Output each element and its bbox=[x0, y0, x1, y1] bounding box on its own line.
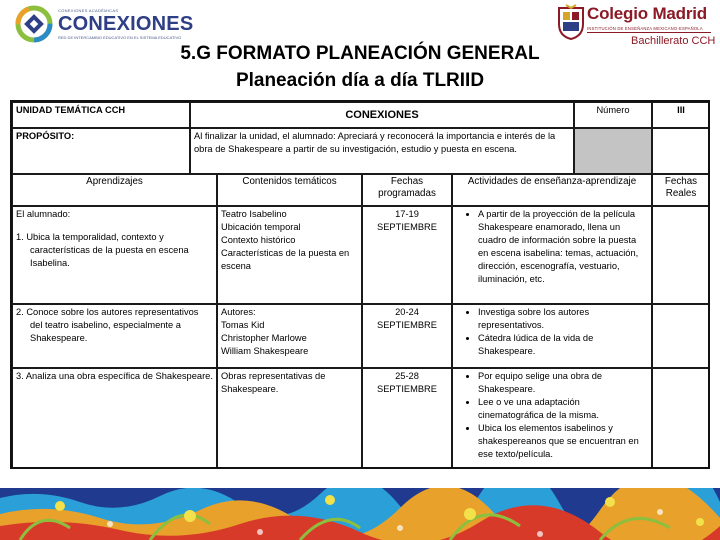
row2-contenido: Christopher Marlowe bbox=[221, 333, 307, 343]
unidad-value: CONEXIONES bbox=[190, 102, 574, 128]
numero-label: Número bbox=[574, 102, 652, 128]
row2-aprendizaje: 2. Conoce sobre los autores representativos del teatro isabelino, especialmente a Shakespeare. bbox=[16, 307, 199, 343]
column-header-actividades: Actividades de enseñanza-aprendizaje bbox=[452, 174, 652, 206]
column-header-fechas-reales: Fechas Reales bbox=[652, 174, 710, 206]
proposito-label: PROPÓSITO: bbox=[12, 128, 190, 174]
crest-icon bbox=[557, 4, 585, 40]
row2-fecha-real bbox=[652, 304, 710, 368]
row1-contenido: Características de la puesta en escena bbox=[221, 248, 350, 271]
row1-contenido: Contexto histórico bbox=[221, 235, 296, 245]
colegio-name: Colegio Madrid bbox=[587, 4, 707, 23]
numero-value: III bbox=[652, 102, 710, 128]
conexiones-small-text: CONEXIONES ACADÉMICAS bbox=[58, 8, 119, 13]
row2-actividad: • Cátedra lúdica de la vida de Shakespeare. bbox=[478, 332, 648, 358]
column-header-aprendizajes: Aprendizajes bbox=[12, 174, 217, 206]
row1-actividad: • A partir de la proyección de la película Shakespeare enamorado, llena un cuadro de información sobre la puesta en escena isabelina: temas, actuación, dirección, escenografía, vestuario, iluminación, etc. bbox=[478, 208, 648, 286]
page-subtitle: Planeación día a día TLRIID bbox=[235, 70, 485, 91]
row1-aprendizaje-cell bbox=[12, 206, 217, 304]
proposito-text: Al finalizar la unidad, el alumnado: Apreciará y reconocerá la importancia e interés de la obra de Shakespeare a partir de su investigación, estudio y puesta en escena. bbox=[190, 128, 574, 174]
conexiones-brand: CONEXIONES bbox=[58, 13, 194, 35]
row3-contenidos-cell bbox=[217, 368, 362, 469]
row1-aprendizaje-intro: El alumnado: bbox=[16, 209, 71, 219]
planning-table bbox=[10, 100, 710, 469]
row2-contenido: William Shakespeare bbox=[221, 346, 309, 356]
decorative-mosaic-band bbox=[0, 488, 720, 540]
proposito-gray-cell bbox=[574, 128, 652, 174]
row1-contenido: Teatro Isabelino bbox=[221, 209, 287, 219]
row3-actividad: • Ubica los elementos isabelinos y shakespereanos que se encuentran en ese texto/película. bbox=[478, 422, 648, 461]
row2-contenido: Tomas Kid bbox=[221, 320, 265, 330]
row1-aprendizaje: 1. Ubica la temporalidad, contexto y características de la puesta en escena Isabelina. bbox=[16, 232, 189, 268]
column-header-contenidos: Contenidos temáticos bbox=[217, 174, 362, 206]
logo-divider bbox=[587, 32, 711, 33]
row2-actividad: • Investiga sobre los autores representativos. bbox=[478, 306, 648, 332]
row3-fecha: 25-28 SEPTIEMBRE bbox=[362, 368, 452, 469]
row2-actividades-cell bbox=[452, 304, 652, 368]
page-title: 5.G FORMATO PLANEACIÓN GENERAL bbox=[180, 43, 540, 64]
row3-actividad: • Por equipo selige una obra de Shakespeare. bbox=[478, 370, 648, 396]
row3-fecha-real bbox=[652, 368, 710, 469]
unidad-label: UNIDAD TEMÁTICA CCH bbox=[12, 102, 190, 128]
row2-fecha: 20-24 SEPTIEMBRE bbox=[362, 304, 452, 368]
row1-fecha-real bbox=[652, 206, 710, 304]
row3-actividades-cell bbox=[452, 368, 652, 469]
colegio-institution: INSTITUCIÓN DE ENSEÑANZA MEXICANO-ESPAÑOLA bbox=[587, 26, 703, 31]
row2-contenido: Autores: bbox=[221, 307, 256, 317]
row3-actividad: • Lee o ve una adaptación cinematográfica de la misma. bbox=[478, 396, 648, 422]
colegio-subtitle: Bachillerato CCH bbox=[631, 35, 716, 47]
row1-fecha: 17-19 SEPTIEMBRE bbox=[362, 206, 452, 304]
conexiones-logo bbox=[14, 4, 204, 44]
row3-aprendizaje-cell bbox=[12, 368, 217, 469]
row3-aprendizaje: 3. Analiza una obra específica de Shakespeare. bbox=[16, 371, 213, 381]
proposito-empty-cell bbox=[652, 128, 710, 174]
row2-contenidos-cell bbox=[217, 304, 362, 368]
row1-contenidos-cell bbox=[217, 206, 362, 304]
column-header-fechas-programadas: Fechas programadas bbox=[362, 174, 452, 206]
conexiones-mark-icon bbox=[14, 4, 54, 44]
conexiones-tagline: RED DE INTERCAMBIO EDUCATIVO EN EL SISTEMA EDUCATIVO bbox=[58, 35, 182, 40]
row3-contenido: Obras representativas de Shakespeare. bbox=[221, 371, 326, 394]
row2-aprendizaje-cell bbox=[12, 304, 217, 368]
row1-contenido: Ubicación temporal bbox=[221, 222, 301, 232]
row1-actividades-cell bbox=[452, 206, 652, 304]
